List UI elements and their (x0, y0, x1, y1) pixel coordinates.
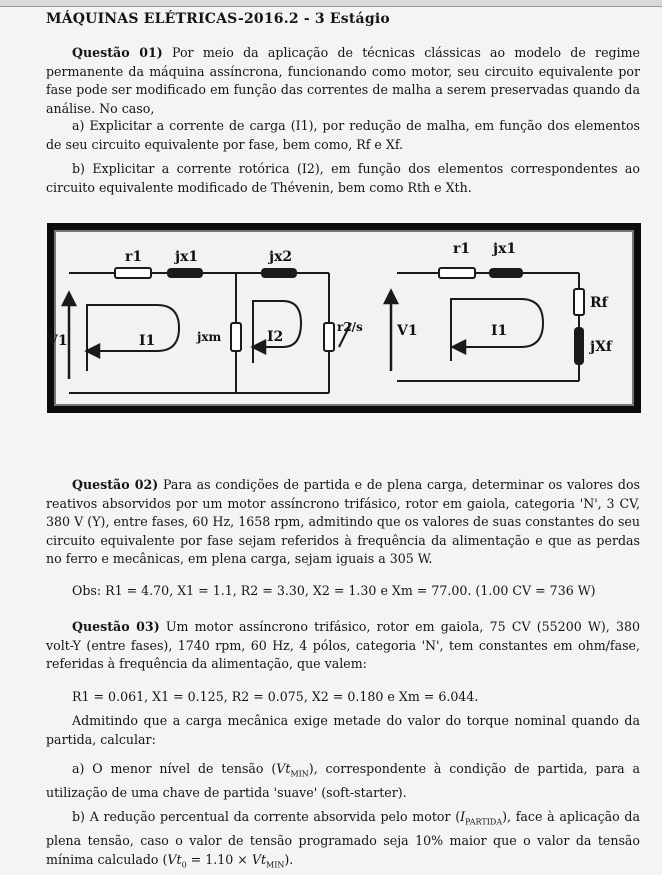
q3-load: Admitindo que a carga mecânica exige metade do valor do torque nominal quando da partida, calcular: (46, 713, 640, 747)
circuit-diagram (47, 223, 641, 413)
q2-paragraph (46, 476, 640, 569)
label-jx1-left: jx1 (175, 249, 199, 265)
q3-constants: R1 = 0.061, X1 = 0.125, R2 = 0.075, X2 = 0.180 e Xm = 6.044. (72, 689, 479, 704)
q2-obs: Obs: R1 = 4.70, X1 = 1.1, R2 = 3.30, X2 = 1.30 e Xm = 77.00. (1.00 CV = 736 W) (72, 583, 596, 598)
q3-paragraph (46, 618, 640, 674)
label-jxf: jXf (590, 339, 612, 355)
label-jxm: jxm (197, 330, 222, 344)
label-r1-right: r1 (453, 241, 471, 257)
q1-item-b: b) Explicitar a corrente rotórica (I2), em função dos elementos correspondentes ao circuito equivalente modificado de Thévenin, bem como Rth e Xth. (46, 161, 640, 195)
q3-item-a: a) O menor nível de tensão $(Vt_{MIN})$, correspondente à condição de partida, para a utilização de uma chave de partida 'suave' (soft-starter). (46, 761, 640, 801)
q1-item-a: a) Explicitar a corrente de carga (I1), por redução de malha, em função dos elementos de seu circuito equivalente por fase, bem como, Rf e Xf. (46, 118, 640, 152)
q2-label: Questão 02) (72, 477, 159, 492)
label-rf: Rf (590, 295, 608, 311)
top-border (0, 0, 662, 7)
label-r1-left: r1 (125, 249, 143, 265)
q1-text: Por meio da aplicação de técnicas clássicas ao modelo de regime permanente da máquina assíncrona, funcionando como motor, seu circuito equivalente por fase pode ser modificado em função das correntes de malha a serem preservadas quando da análise. No caso, (46, 45, 640, 116)
label-i2: I2 (267, 329, 284, 345)
label-r2s: r2/s (337, 320, 363, 334)
label-jx2-left: jx2 (269, 249, 293, 265)
q1-label: Questão 01) (72, 45, 163, 60)
q3-text: Um motor assíncrono trifásico, rotor em gaiola, 75 CV (55200 W), 380 volt-Y (entre fases), 1740 rpm, 60 Hz, 4 pólos, categoria 'N', tem constantes em ohm/fase, referidas à frequência da alimentação, que valem: (46, 619, 640, 671)
label-jx1-right: jx1 (493, 241, 517, 257)
q1-paragraph (46, 44, 640, 118)
q2-text: Para as condições de partida e de plena carga, determinar os valores dos reativos absorvidos por um motor assíncrono trifásico, rotor em gaiola, categoria 'N', 3 CV, 380 V (Y), entre fases, 60 Hz, 1658 rpm, admitindo que os valores de suas constantes do seu circuito equivalente por fase sejam referidos à frequência da alimentação e que as perdas no ferro e mecânicas, em plena carga, sejam iguais a 305 W. (46, 477, 640, 566)
label-i1-right: I1 (491, 323, 508, 339)
page-title: MÁQUINAS ELÉTRICAS-2016.2 - 3 Estágio (46, 11, 390, 27)
q3-label: Questão 03) (72, 619, 160, 634)
label-i1-left: I1 (139, 333, 156, 349)
label-v1-right: V1 (397, 323, 418, 339)
label-v1-left: V1 (47, 333, 68, 349)
q3-item-b: b) A redução percentual da corrente absorvida pelo motor $(I_{PARTIDA})$, face à aplicação da plena tensão, caso o valor de tensão programado seja 10% maior que o valor da tensão mínima calculado $(Vt_0 = 1.10 \times Vt_{MIN})$. (46, 809, 640, 870)
